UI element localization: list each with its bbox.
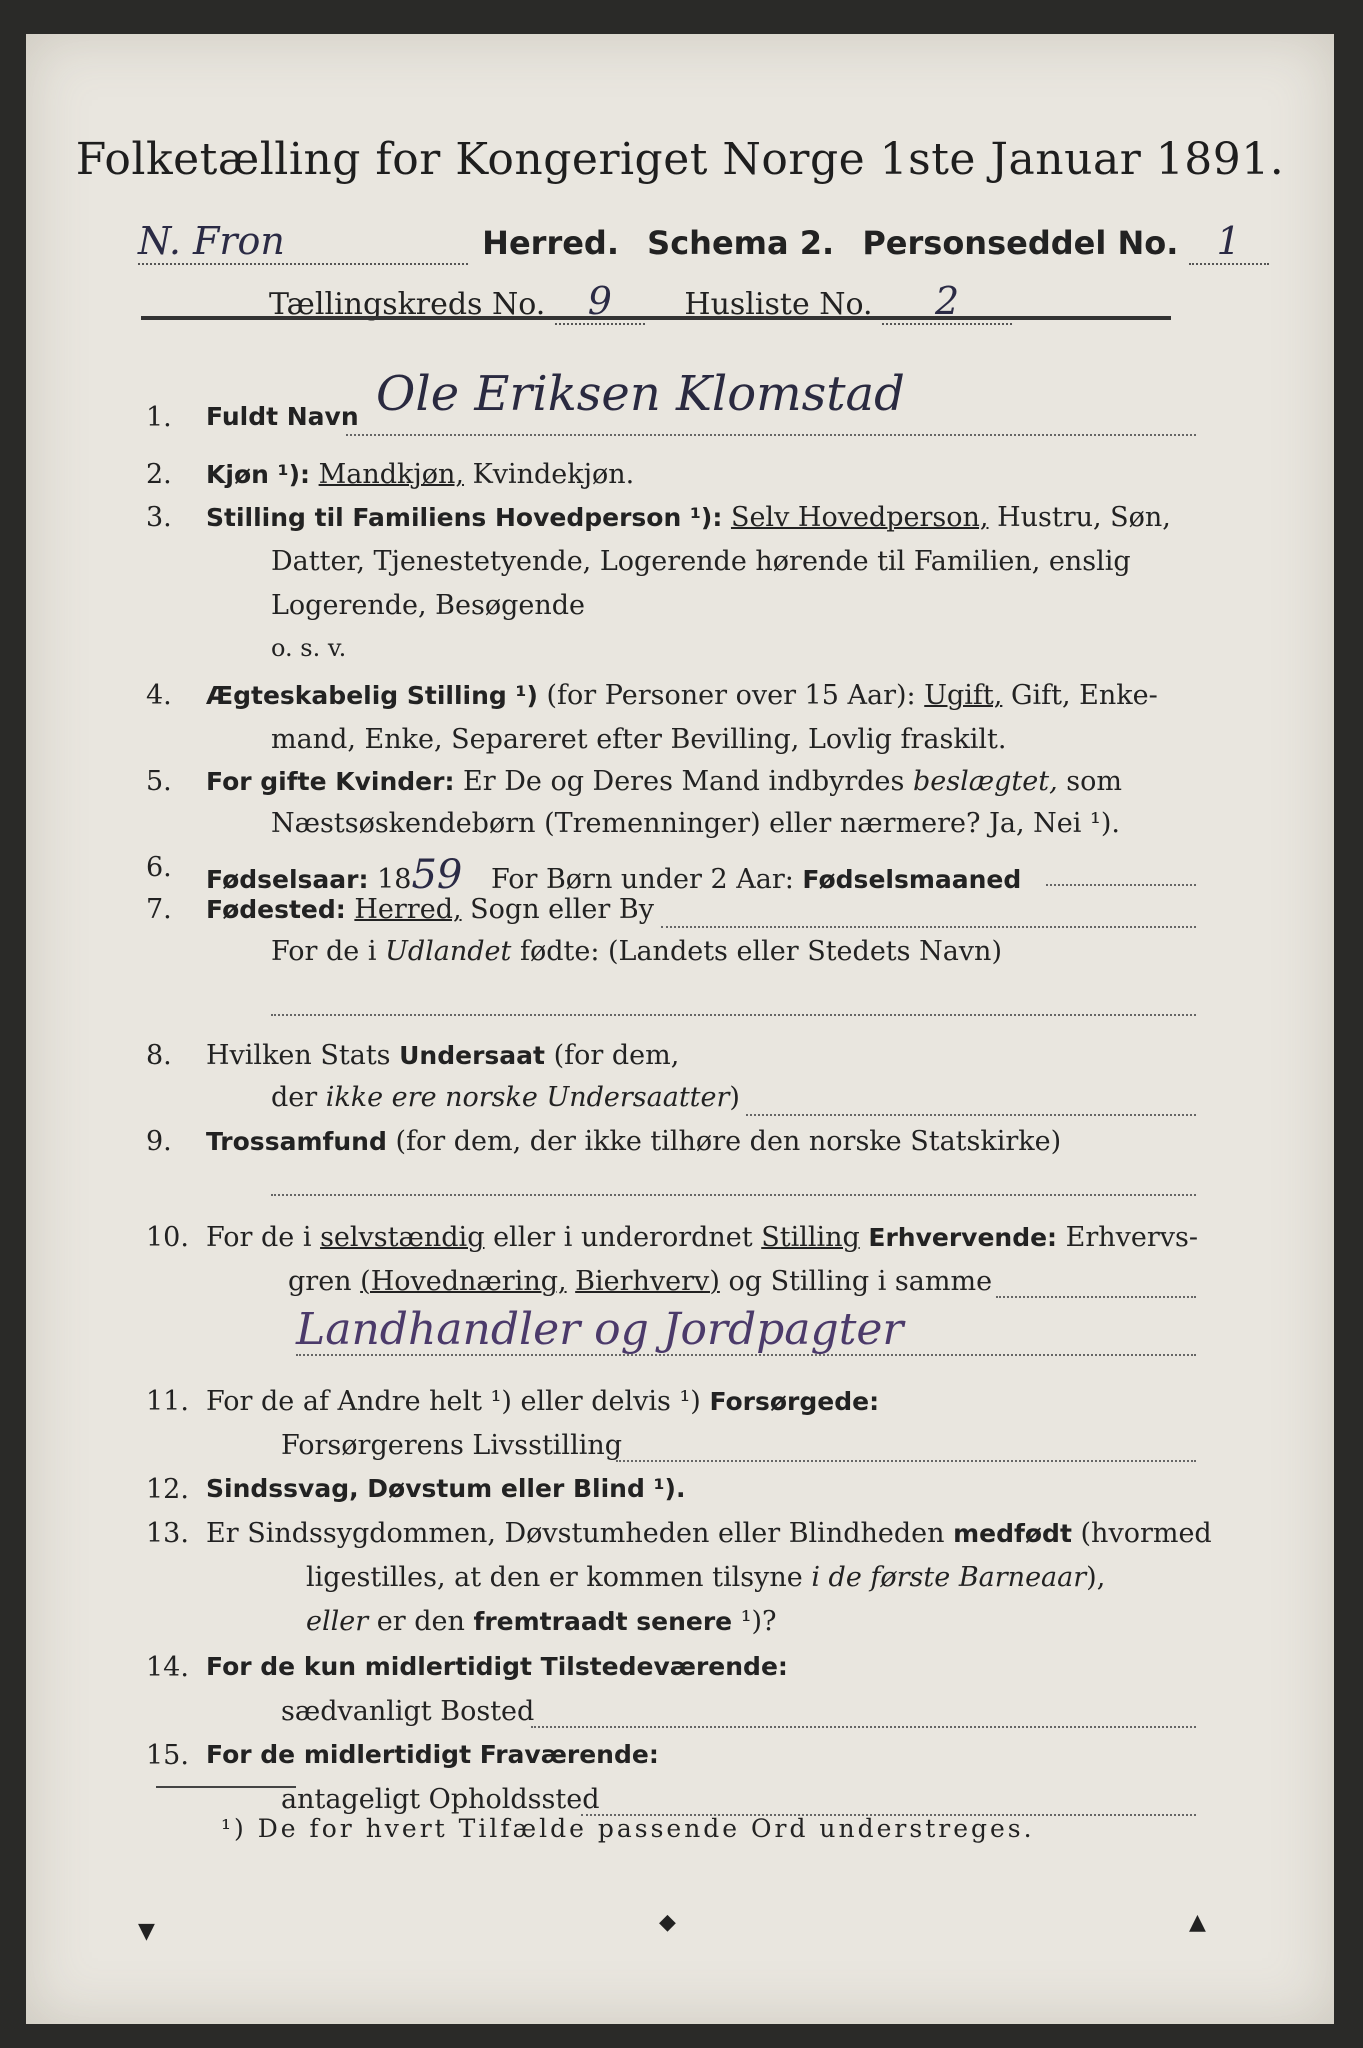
- item-13-line1: Er Sindssygdommen, Døvstumheden eller Blindheden: [206, 1518, 945, 1549]
- item-13-label: medfødt: [953, 1519, 1072, 1548]
- item-13-line3-italic: eller: [306, 1606, 369, 1637]
- item-9-number: 9.: [146, 1126, 172, 1157]
- item-3-line2: Datter, Tjenestetyende, Logerende hørende til Familien, enslig: [271, 546, 1131, 577]
- item-7-line2-rest: fødte: (Landets eller Stedets Navn): [519, 936, 1002, 967]
- occupation-position-underlined: Stilling: [761, 1222, 860, 1253]
- birthplace-selected: Herred,: [354, 894, 462, 925]
- item-4-line1-rest: Gift, Enke-: [1010, 680, 1158, 711]
- item-5-line2: Næstsøskendebørn (Tremenninger) eller nærmere? Ja, Nei ¹).: [271, 808, 1120, 839]
- item-13-line1-rest: (hvormed: [1080, 1518, 1212, 1549]
- item-8-line2-a: der: [271, 1082, 318, 1113]
- item-1-number: 1.: [146, 402, 172, 433]
- item-8-line: [746, 1114, 1196, 1116]
- item-12-label: Sindssvag, Døvstum eller Blind ¹).: [206, 1474, 686, 1503]
- item-8-number: 8.: [146, 1040, 172, 1071]
- herred-label: Herred.: [482, 224, 619, 262]
- item-15-number: 15.: [146, 1740, 189, 1771]
- item-3-label: Stilling til Familiens Hovedperson ¹):: [206, 503, 723, 532]
- item-11-number: 11.: [146, 1386, 189, 1417]
- item-8-line1: Hvilken Stats: [206, 1040, 391, 1071]
- item-13-line3: [306, 1606, 777, 1637]
- item-12-number: 12.: [146, 1474, 189, 1505]
- item-13-line3-label: fremtraadt senere: [473, 1607, 733, 1636]
- item-9-line1-rest: (for dem, der ikke tilhøre den norske Statskirke): [395, 1126, 1062, 1157]
- item-15-label: For de midlertidigt Fraværende:: [206, 1740, 659, 1769]
- item-5-line1-rest: som: [1066, 766, 1122, 797]
- item-8-label: Undersaat: [399, 1041, 545, 1070]
- item-10-line2-a: gren: [288, 1266, 352, 1297]
- item-7-line2-italic: Udlandet: [385, 936, 512, 967]
- item-4-line2: mand, Enke, Separeret efter Bevilling, Lovlig fraskilt.: [271, 724, 1007, 755]
- item-9-label: Trossamfund: [206, 1127, 387, 1156]
- item-14-number: 14.: [146, 1652, 189, 1683]
- schema-label: Schema 2.: [647, 224, 835, 262]
- item-8-line2-italic: ikke ere norske Undersaatter: [325, 1082, 730, 1113]
- census-form-page: [26, 34, 1334, 2024]
- item-15-line2: antageligt Opholdssted: [281, 1784, 600, 1815]
- kreds-label: Tællingskreds No.: [269, 287, 546, 322]
- item-13-line2-italic: i de første Barneaar: [811, 1562, 1087, 1593]
- item-6-number: 6.: [146, 852, 172, 883]
- husliste-value: 2: [882, 279, 1012, 325]
- marital-selected: Ugift,: [924, 680, 1003, 711]
- item-9-line: [271, 1194, 1196, 1196]
- item-8-line2-rest: ): [729, 1082, 740, 1113]
- kreds-value: 9: [555, 279, 645, 325]
- personseddel-value: 1: [1189, 219, 1269, 265]
- personseddel-label: Personseddel No.: [862, 224, 1179, 262]
- herred-value: N. Fron: [138, 219, 468, 265]
- item-3-line3: Logerende, Besøgende: [271, 590, 585, 621]
- center-mark-icon: ◆: [659, 1910, 676, 1935]
- birth-year-value: 59: [411, 852, 463, 898]
- item-3-line1-rest: Hustru, Søn,: [997, 502, 1171, 533]
- item-4-label: Ægteskabelig Stilling ¹): [206, 681, 538, 710]
- husliste-label: Husliste No.: [684, 287, 873, 322]
- item-13-line3-a: er den: [376, 1606, 465, 1637]
- item-8-line1-rest: (for dem,: [553, 1040, 680, 1071]
- herred-row: [138, 219, 1269, 265]
- item-11-line1: For de af Andre helt ¹) eller delvis ¹): [206, 1386, 701, 1417]
- birth-month-label: Fødselsmaaned: [802, 865, 1022, 894]
- item-2-label: Kjøn ¹):: [206, 460, 310, 489]
- item-13-line3-rest: ¹)?: [740, 1606, 777, 1637]
- item-10-line2-rest: og Stilling i samme: [728, 1266, 993, 1297]
- footnote: ¹) De for hvert Tilfælde passende Ord understreges.: [221, 1814, 1035, 1843]
- occupation-side-underlined: Bierhverv): [575, 1266, 720, 1297]
- item-7-number: 7.: [146, 894, 172, 925]
- item-2-number: 2.: [146, 459, 172, 490]
- form-title: Folketælling for Kongeriget Norge 1ste Januar 1891.: [75, 134, 1285, 185]
- item-13-line2-a: ligestilles, at den er kommen tilsyne: [306, 1562, 803, 1593]
- item-7-line2-a: For de i: [271, 936, 377, 967]
- occupation-main-underlined: (Hovednæring,: [360, 1266, 567, 1297]
- birth-year-prefix: 18: [377, 864, 412, 895]
- item-1-label: Fuldt Navn: [206, 402, 359, 431]
- item-5-label: For gifte Kvinder:: [206, 767, 455, 796]
- item-10-line2-dots: [996, 1296, 1196, 1298]
- header-rule: [141, 316, 1171, 320]
- item-11-line2: Forsørgerens Livsstilling: [281, 1430, 623, 1461]
- item-6-label: Fødselsaar:: [206, 865, 369, 894]
- item-7-label: Fødested:: [206, 895, 346, 924]
- item-5-number: 5.: [146, 766, 172, 797]
- item-3-number: 3.: [146, 502, 172, 533]
- item-10-line1-rest: Erhvervs-: [1065, 1222, 1199, 1253]
- occupation-independent-underlined: selvstændig: [320, 1222, 485, 1253]
- footnote-rule: [156, 1786, 296, 1788]
- item-8-line2: [271, 1082, 740, 1113]
- item-6-line: [1046, 884, 1196, 886]
- item-14-line: [531, 1726, 1196, 1728]
- gender-male-underlined: Mandkjøn,: [318, 459, 464, 490]
- item-10-line3: [296, 1354, 1196, 1356]
- position-selected: Selv Hovedperson,: [730, 502, 989, 533]
- item-7-line3: [271, 1014, 1196, 1016]
- item-10-label: Erhvervende:: [868, 1223, 1058, 1252]
- item-7-line2: [271, 936, 1002, 967]
- item-4-qualifier: (for Personer over 15 Aar):: [546, 680, 916, 711]
- item-13-line2: [306, 1562, 1105, 1593]
- item-1-line: [346, 434, 1196, 436]
- occupation-value: Landhandler og Jordpagter: [296, 1304, 904, 1355]
- item-7-line1: [661, 926, 1196, 928]
- item-5-italic: beslægtet,: [912, 766, 1058, 797]
- item-7-line1-rest: Sogn eller By: [470, 894, 654, 925]
- item-5-line1: Er De og Deres Mand indbyrdes: [463, 766, 905, 797]
- right-mark-icon: ▲: [1189, 1910, 1206, 1935]
- item-14-label: For de kun midlertidigt Tilstedeværende:: [206, 1652, 788, 1681]
- item-3-line4: o. s. v.: [271, 634, 347, 662]
- item-11-label: Forsørgede:: [709, 1387, 880, 1416]
- item-13-line2-rest: ),: [1086, 1562, 1106, 1593]
- gender-female: Kvindekjøn.: [472, 459, 635, 490]
- item-11-line: [616, 1460, 1196, 1462]
- item-10-number: 10.: [146, 1222, 189, 1253]
- item-10-line1-b: eller i underordnet: [493, 1222, 753, 1253]
- item-15-line: [581, 1814, 1196, 1816]
- corner-mark-icon: ▼: [138, 1919, 155, 1944]
- item-13-number: 13.: [146, 1518, 189, 1549]
- item-10-line1-a: For de i: [206, 1222, 312, 1253]
- item-4-number: 4.: [146, 680, 172, 711]
- full-name-value: Ole Eriksen Klomstad: [376, 366, 905, 422]
- item-6-under2: For Børn under 2 Aar:: [490, 864, 794, 895]
- item-14-line2: sædvanligt Bosted: [281, 1696, 535, 1727]
- item-10-line2: [288, 1266, 992, 1297]
